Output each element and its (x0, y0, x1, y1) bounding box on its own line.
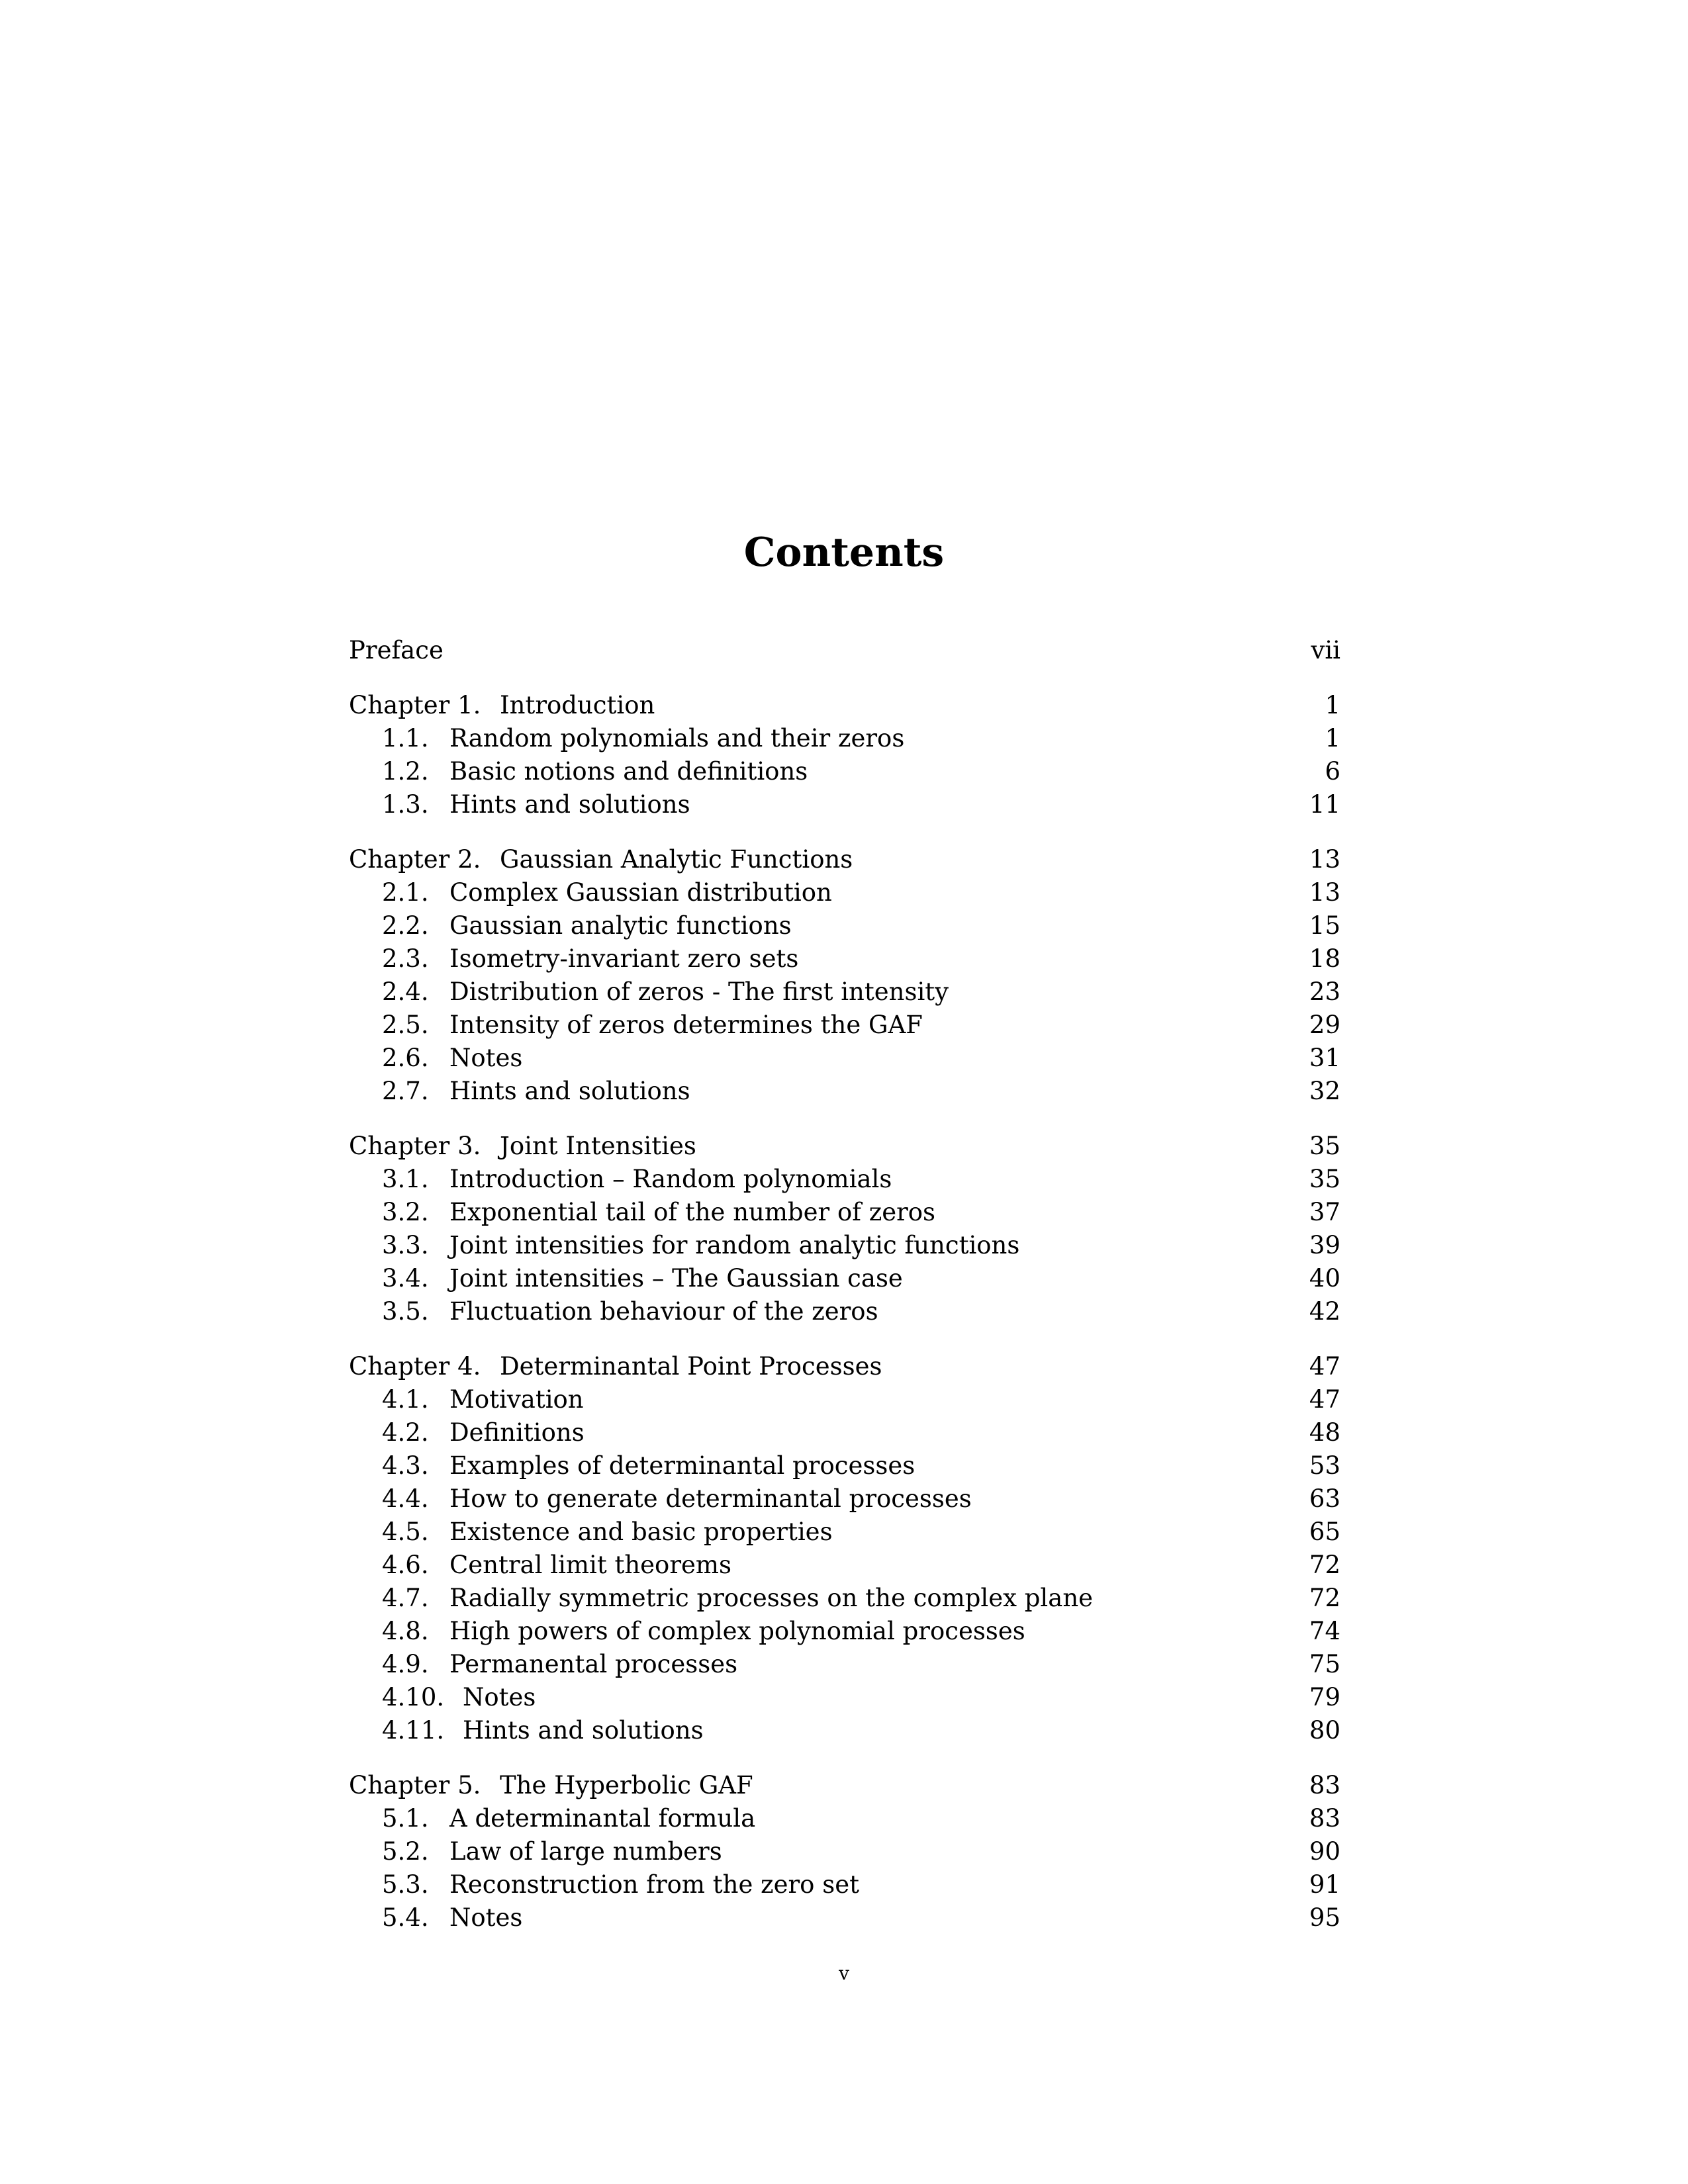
page-title: Contents (743, 529, 945, 576)
page-number: 80 (1309, 1716, 1340, 1745)
toc-section-1-3[interactable] (349, 788, 1340, 821)
section-title: Radially symmetric processes on the complex plane (449, 1584, 1094, 1612)
section-title: Examples of determinantal processes (449, 1451, 915, 1480)
page-number: 23 (1309, 978, 1340, 1006)
section-number: 2.1. (382, 878, 429, 907)
section-number: 5.1. (382, 1804, 429, 1833)
page-number: 13 (1309, 845, 1340, 874)
toc-section-4-6[interactable] (349, 1549, 1340, 1582)
toc-chapter-3[interactable] (349, 1130, 1340, 1163)
page-number: 39 (1309, 1231, 1340, 1259)
toc-section-3-4[interactable] (349, 1262, 1340, 1295)
chapter-title: Determinantal Point Processes (500, 1352, 882, 1381)
toc-section-3-5[interactable] (349, 1295, 1340, 1328)
section-title: Hints and solutions (449, 790, 690, 819)
section-number: 4.4. (382, 1484, 429, 1513)
section-title: Motivation (449, 1385, 584, 1414)
section-number: 3.3. (382, 1231, 429, 1259)
page-number: 91 (1309, 1870, 1340, 1899)
section-number: 4.3. (382, 1451, 429, 1480)
section-number: 2.4. (382, 978, 429, 1006)
toc-chapter-5[interactable] (349, 1769, 1340, 1802)
section-title: Joint intensities – The Gaussian case (449, 1264, 903, 1293)
section-number: 1.1. (382, 724, 429, 752)
toc-section-3-1[interactable] (349, 1163, 1340, 1196)
section-title: Notes (463, 1683, 536, 1711)
chapter-label: Chapter 2. (349, 845, 481, 874)
section-title: A determinantal formula (449, 1804, 756, 1833)
section-title: Hints and solutions (449, 1077, 690, 1105)
section-number: 5.2. (382, 1837, 429, 1866)
toc-section-1-2[interactable] (349, 755, 1340, 788)
toc-section-4-10[interactable] (349, 1681, 1340, 1714)
page-number: 83 (1309, 1804, 1340, 1833)
section-title: Exponential tail of the number of zeros (449, 1198, 936, 1226)
section-title: Central limit theorems (449, 1551, 731, 1579)
toc-section-2-5[interactable] (349, 1009, 1340, 1042)
section-title: Gaussian analytic functions (449, 911, 792, 940)
toc-section-5-4[interactable] (349, 1901, 1340, 1934)
toc-section-4-2[interactable] (349, 1416, 1340, 1449)
page-number: 32 (1309, 1077, 1340, 1105)
section-title: Notes (449, 1903, 523, 1932)
section-title: How to generate determinantal processes (449, 1484, 972, 1513)
page-number: 35 (1309, 1165, 1340, 1193)
section-number: 4.10. (382, 1683, 445, 1711)
section-title: High powers of complex polynomial processes (449, 1617, 1025, 1645)
section-number: 4.9. (382, 1650, 429, 1678)
section-number: 3.1. (382, 1165, 429, 1193)
page-number: vii (1311, 636, 1340, 664)
chapter-title: Gaussian Analytic Functions (500, 845, 853, 874)
page-number: 13 (1309, 878, 1340, 907)
page-number: 83 (1309, 1771, 1340, 1799)
toc-section-1-1[interactable] (349, 722, 1340, 755)
page-number: 47 (1309, 1352, 1340, 1381)
chapter-label: Chapter 5. (349, 1771, 481, 1799)
toc-section-5-3[interactable] (349, 1868, 1340, 1901)
section-title: Basic notions and definitions (449, 757, 808, 786)
section-number: 5.4. (382, 1903, 429, 1932)
toc-chapter-4[interactable] (349, 1350, 1340, 1383)
toc-section-2-3[interactable] (349, 942, 1340, 976)
page-number: 29 (1309, 1011, 1340, 1039)
toc-chapter-1[interactable] (349, 689, 1340, 722)
section-title: Fluctuation behaviour of the zeros (449, 1297, 878, 1326)
page-number: 18 (1309, 944, 1340, 973)
toc-section-3-2[interactable] (349, 1196, 1340, 1229)
page-number: 95 (1309, 1903, 1340, 1932)
page-number: 79 (1309, 1683, 1340, 1711)
section-title: Introduction – Random polynomials (449, 1165, 892, 1193)
chapter-label: Chapter 1. (349, 691, 481, 719)
toc-section-4-11[interactable] (349, 1714, 1340, 1747)
section-title: Intensity of zeros determines the GAF (449, 1011, 923, 1039)
page-number: 63 (1309, 1484, 1340, 1513)
toc-section-2-6[interactable] (349, 1042, 1340, 1075)
page-number: 74 (1309, 1617, 1340, 1645)
toc-section-5-2[interactable] (349, 1835, 1340, 1868)
page-number: 90 (1309, 1837, 1340, 1866)
section-number: 2.5. (382, 1011, 429, 1039)
folio-page-number: v (839, 1962, 849, 1984)
chapter-label: Chapter 3. (349, 1132, 481, 1160)
section-number: 2.7. (382, 1077, 429, 1105)
chapter-title: Introduction (500, 691, 655, 719)
section-number: 2.3. (382, 944, 429, 973)
section-number: 1.2. (382, 757, 429, 786)
toc-section-4-9[interactable] (349, 1648, 1340, 1681)
section-title: Reconstruction from the zero set (449, 1870, 859, 1899)
toc-section-4-8[interactable] (349, 1615, 1340, 1648)
section-number: 2.6. (382, 1044, 429, 1072)
section-title: Isometry-invariant zero sets (449, 944, 799, 973)
toc-section-4-1[interactable] (349, 1383, 1340, 1416)
section-number: 3.5. (382, 1297, 429, 1326)
page-number: 35 (1309, 1132, 1340, 1160)
section-number: 2.2. (382, 911, 429, 940)
page-number: 75 (1309, 1650, 1340, 1678)
page-number: 31 (1309, 1044, 1340, 1072)
section-number: 1.3. (382, 790, 429, 819)
section-title: Joint intensities for random analytic functions (449, 1231, 1020, 1259)
section-title: Existence and basic properties (449, 1518, 833, 1546)
chapter-title: Joint Intensities (500, 1132, 696, 1160)
page-number: 48 (1309, 1418, 1340, 1447)
toc-section-2-2[interactable] (349, 909, 1340, 942)
section-title: Distribution of zeros - The first intensity (449, 978, 949, 1006)
toc-entry-preface[interactable] (349, 634, 1340, 667)
toc-section-4-3[interactable] (349, 1449, 1340, 1482)
toc-section-2-7[interactable] (349, 1075, 1340, 1108)
section-title: Permanental processes (449, 1650, 738, 1678)
page-number: 1 (1325, 691, 1340, 719)
section-title: Complex Gaussian distribution (449, 878, 832, 907)
toc-section-4-5[interactable] (349, 1516, 1340, 1549)
page-number: 1 (1325, 724, 1340, 752)
page-number: 53 (1309, 1451, 1340, 1480)
section-title: Notes (449, 1044, 523, 1072)
page-number: 47 (1309, 1385, 1340, 1414)
section-title: Definitions (449, 1418, 585, 1447)
section-number: 4.1. (382, 1385, 429, 1414)
toc-section-5-1[interactable] (349, 1802, 1340, 1835)
section-number: 4.2. (382, 1418, 429, 1447)
section-number: 3.4. (382, 1264, 429, 1293)
toc-section-3-3[interactable] (349, 1229, 1340, 1262)
section-number: 3.2. (382, 1198, 429, 1226)
page-number: 42 (1309, 1297, 1340, 1326)
section-number: 4.6. (382, 1551, 429, 1579)
section-number: 4.7. (382, 1584, 429, 1612)
section-number: 4.8. (382, 1617, 429, 1645)
toc-chapter-2[interactable] (349, 843, 1340, 876)
page-number: 11 (1309, 790, 1340, 819)
section-title: Law of large numbers (449, 1837, 722, 1866)
chapter-title: The Hyperbolic GAF (500, 1771, 753, 1799)
toc-section-4-7[interactable] (349, 1582, 1340, 1615)
section-title: Random polynomials and their zeros (449, 724, 905, 752)
page-number: 65 (1309, 1518, 1340, 1546)
chapter-label: Chapter 4. (349, 1352, 481, 1381)
toc-section-2-4[interactable] (349, 976, 1340, 1009)
page-number: 40 (1309, 1264, 1340, 1293)
page-number: 37 (1309, 1198, 1340, 1226)
section-number: 4.5. (382, 1518, 429, 1546)
page-number: 72 (1309, 1551, 1340, 1579)
page-number: 72 (1309, 1584, 1340, 1612)
section-number: 5.3. (382, 1870, 429, 1899)
toc-section-4-4[interactable] (349, 1482, 1340, 1516)
preface-label: Preface (349, 636, 444, 664)
toc-section-2-1[interactable] (349, 876, 1340, 909)
page-number: 6 (1325, 757, 1340, 786)
page-number: 15 (1309, 911, 1340, 940)
section-number: 4.11. (382, 1716, 445, 1745)
section-title: Hints and solutions (463, 1716, 704, 1745)
